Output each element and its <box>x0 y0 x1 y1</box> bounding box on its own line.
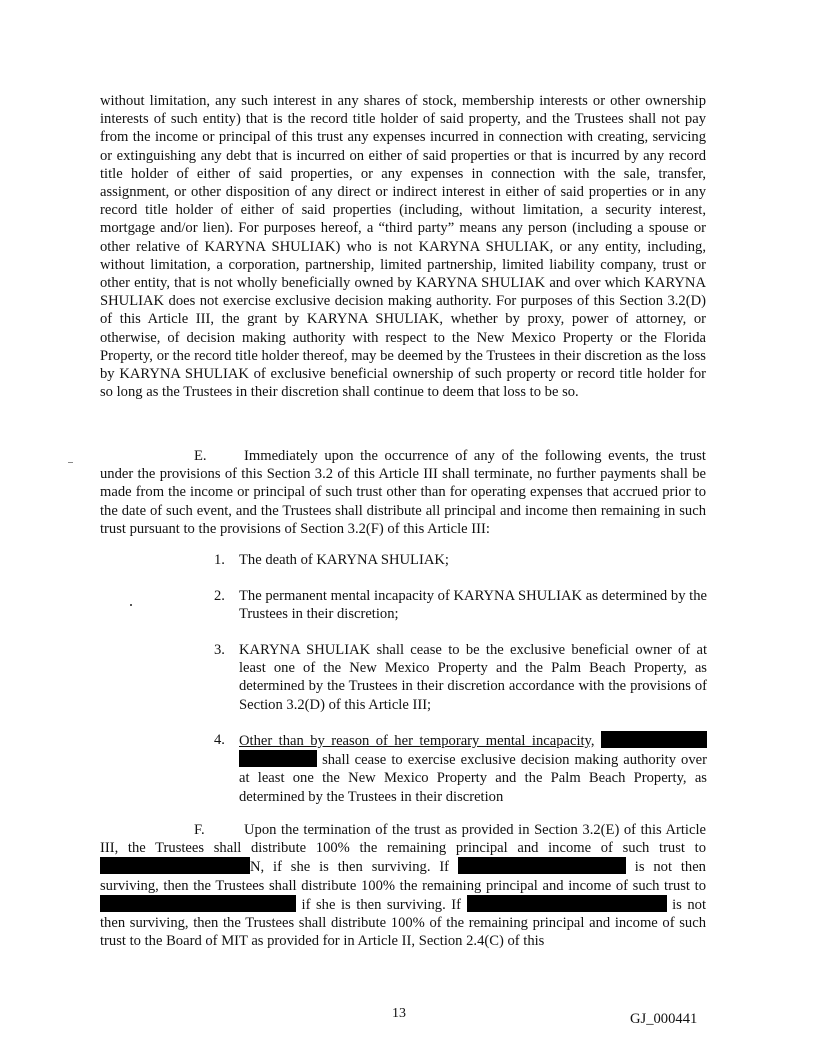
redaction-box <box>100 895 296 912</box>
section-f-text-3: is not then surviving, then the Trustees shall distribute 100% the remaining principal and income of such trust to <box>100 859 706 894</box>
section-f-label: F. <box>194 822 205 838</box>
section-e-label: E. <box>194 448 207 464</box>
redaction-box <box>100 857 250 874</box>
section-f-text-4: if she is then surviving. If <box>301 896 461 913</box>
list-item <box>214 641 707 714</box>
page-number: 13 <box>392 1006 406 1021</box>
section-f-paragraph <box>100 821 706 950</box>
margin-mark <box>68 462 73 463</box>
list-item-text: KARYNA SHULIAK shall cease to be the exclusive beneficial owner of at least one of the New Mexico Property and the Palm Beach Property, as determined by the Trustees in their discretion accordance with the provisions of Section 3.2(D) of this Article III; <box>239 642 707 713</box>
list-item <box>214 587 707 623</box>
section-f-text-5: is not then surviving, then the Trustees shall distribute 100% of the remaining principal and income of such trust to the Board of MIT as provided for in Article II, Section 2.4(C) of this <box>100 896 706 950</box>
list-item <box>214 551 707 569</box>
list-item-number: 4. <box>214 732 225 748</box>
section-e-paragraph <box>100 447 706 538</box>
redaction-box <box>601 731 707 748</box>
bates-number: GJ_000441 <box>630 1011 698 1027</box>
list-item-text: The death of KARYNA SHULIAK; <box>239 552 449 568</box>
list-item-number: 1. <box>214 552 225 568</box>
section-e-text: Immediately upon the occurrence of any of the following events, the trust under the provisions of this Section 3.2 of this Article III shall terminate, no further payments shall be made from the income or principal of such trust other than for operating expenses that accrued prior to the date of such event, and the Trustees shall distribute all principal and income then remaining in such trust pursuant to the provisions of Section 3.2(F) of this Article III: <box>100 448 706 537</box>
stray-dot <box>130 604 132 606</box>
list-item <box>214 731 707 806</box>
list-item-text-a: Other than by reason of her temporary mental incapacity, <box>239 733 595 749</box>
redaction-box <box>239 750 317 767</box>
section-f-text-2: N, if she is then surviving. If <box>250 859 450 876</box>
list-item-number: 2. <box>214 588 225 604</box>
section-f-text-1: Upon the termination of the trust as provided in Section 3.2(E) of this Article III, the Trustees shall distribute 100% the remaining principal and income of such trust to <box>100 822 706 857</box>
redaction-box <box>458 857 626 874</box>
paragraph-d-continued: without limitation, any such interest in any shares of stock, membership interests or other ownership interests of such entity) that is the record title holder of said property, and the Trustees shall not pay from the income or principal of this trust any expenses incurred in connection with creating, servicing or extinguishing any debt that is incurred on either of said properties or that is incurred by any record title holder of either of said properties, or any expenses in connection with the sale, transfer, assignment, or other disposition of any direct or indirect interest in either of said properties or in any record title holder of either of said properties (including, without limitation, a security interest, mortgage and/or lien). For purposes hereof, a “third party” means any person (including a spouse or other relative of KARYNA SHULIAK) who is not KARYNA SHULIAK, or any entity, including, without limitation, a corporation, partnership, limited partnership, limited liability company, trust or other entity, that is not wholly beneficially owned by KARYNA SHULIAK and over which KARYNA SHULIAK does not exercise exclusive decision making authority. For purposes of this Section 3.2(D) of this Article III, the grant by KARYNA SHULIAK, whether by proxy, power of attorney, or otherwise, of decision making authority with respect to the New Mexico Property or the Florida Property, or the record title holder thereof, may be deemed by the Trustees in their discretion as the loss by KARYNA SHULIAK of exclusive beneficial ownership of such property or record title holder for so long as the Trustees in their discretion shall continue to deem that loss to be so. <box>100 93 706 401</box>
list-item-text-b: shall cease to exercise exclusive decision making authority over at least one the New Mexico Property and the Palm Beach Property, as determined by the Trustees in their discretion <box>239 752 707 805</box>
redaction-box <box>467 895 667 912</box>
list-item-text: The permanent mental incapacity of KARYNA SHULIAK as determined by the Trustees in their discretion; <box>239 588 707 623</box>
list-item-number: 3. <box>214 642 225 658</box>
